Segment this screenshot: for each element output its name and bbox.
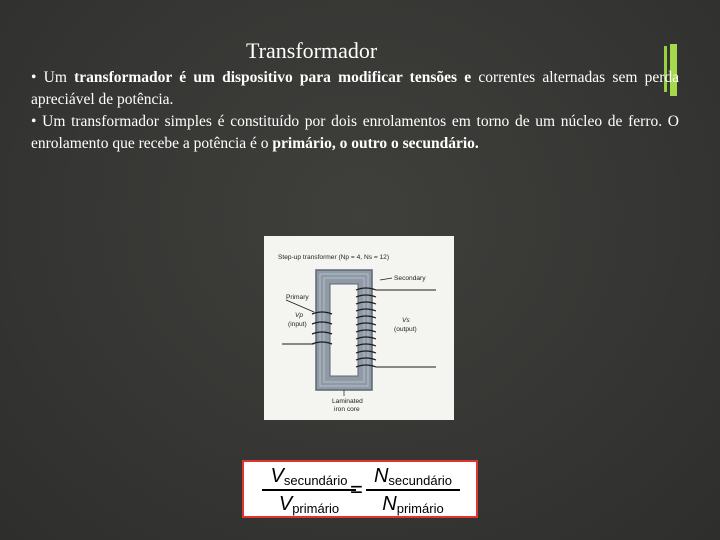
input-label: (input): [288, 321, 307, 328]
turns-numerator: $N_{secundário}$: [373, 465, 453, 488]
vp-label: Vp: [295, 312, 304, 319]
text-segment-bold: primário, o outro o secundário.: [272, 135, 479, 152]
text-segment-bold: transformador é um dispositivo para modificar tensões e: [74, 69, 472, 86]
voltage-ratio: [262, 464, 356, 516]
vs-label: Vs: [402, 317, 410, 324]
transformer-diagram: [264, 236, 454, 420]
core-window: [330, 284, 358, 376]
fraction-bar: [366, 489, 460, 491]
bullet-marker: •: [31, 113, 37, 130]
equals-sign: =: [350, 477, 363, 502]
text-segment: correntes alternadas sem perda apreciável de potência.: [31, 69, 680, 108]
text-segment: Um: [36, 69, 75, 86]
body-text: [31, 67, 679, 155]
bullet-paragraph-2: [31, 111, 679, 155]
text-segment: Um transformador simples é constituído por dois enrolamentos em torno de um núcleo de ferro. O enrolamento que recebe a potência é o: [31, 113, 679, 152]
primary-lead-top: [286, 300, 314, 312]
secondary-label: Secondary: [394, 275, 426, 282]
bullet-marker: •: [31, 69, 37, 86]
figure-heading: Step-up transformer (Np = 4, Ns = 12): [278, 254, 390, 261]
secondary-pointer: [380, 278, 392, 280]
turns-ratio: [366, 464, 460, 516]
output-label: (output): [394, 326, 417, 333]
slide-title: Transformador: [246, 38, 378, 63]
bullet-paragraph-1: [31, 67, 679, 111]
core-label-1: Laminated: [332, 398, 363, 405]
transformer-diagram-svg: [264, 236, 454, 420]
fraction-bar: [262, 489, 356, 491]
core-label-2: iron core: [334, 406, 360, 413]
voltage-numerator: $V_{secundário}$: [270, 465, 348, 488]
primary-label: Primary: [286, 294, 309, 301]
voltage-denominator: $V_{primário}$: [278, 493, 340, 516]
turns-denominator: $N_{primário}$: [382, 493, 444, 516]
transformer-ratio-formula: [242, 460, 478, 518]
